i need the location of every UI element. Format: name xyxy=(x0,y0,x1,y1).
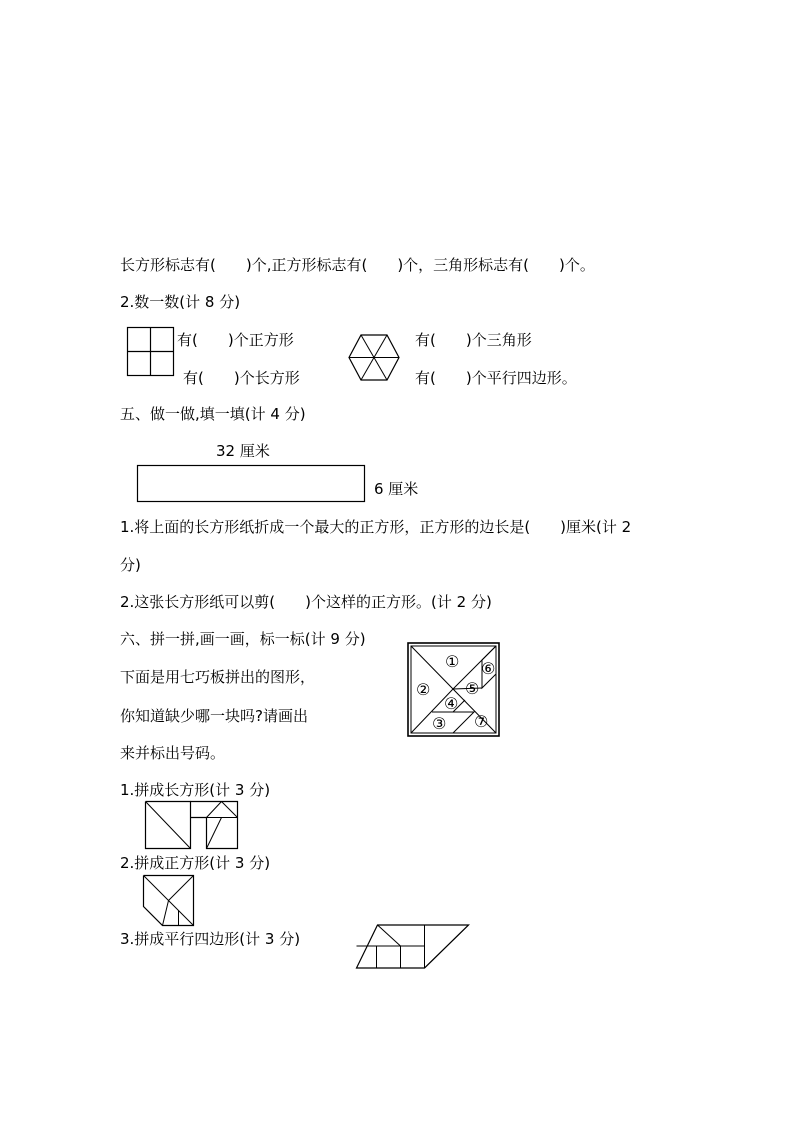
hex-triangles-question: 有( )个三角形 xyxy=(415,331,532,349)
tangram-label-5: ⑤ xyxy=(465,679,480,698)
tangram-label-2: ② xyxy=(416,680,431,699)
sec6-q3: 3.拼成平行四边形(计 3 分) xyxy=(120,930,301,948)
square-assembly-figure xyxy=(143,875,195,927)
sec6-q1: 1.拼成长方形(计 3 分) xyxy=(120,781,271,799)
sec6-intro-line2: 你知道缺少哪一块吗?请画出 xyxy=(120,707,308,725)
grid-rects-question: 有( )个长方形 xyxy=(183,369,300,387)
parallelogram-assembly-figure xyxy=(356,924,470,970)
tangram-label-3: ③ xyxy=(432,714,447,733)
rect-length-label: 32 厘米 xyxy=(216,442,270,460)
sec6-q2: 2.拼成正方形(计 3 分) xyxy=(120,854,271,872)
grid-figure xyxy=(127,327,175,377)
line-symbol-count: 长方形标志有( )个,正方形标志有( )个，三角形标志有( )个。 xyxy=(120,256,595,274)
grid-squares-question: 有( )个正方形 xyxy=(177,331,294,349)
sec6-heading: 六、拼一拼,画一画，标一标(计 9 分) xyxy=(120,630,366,648)
sec5-q2: 2.这张长方形纸可以剪( )个这样的正方形。(计 2 分) xyxy=(120,593,492,611)
tangram-figure xyxy=(407,642,501,738)
tangram-label-4: ④ xyxy=(444,694,459,713)
tangram-label-1: ① xyxy=(445,652,460,671)
sec6-intro-line1: 下面是用七巧板拼出的图形， xyxy=(120,668,316,686)
tangram-label-7: ⑦ xyxy=(474,712,489,731)
rect-width-label: 6 厘米 xyxy=(374,480,419,498)
q2-heading: 2.数一数(计 8 分) xyxy=(120,293,241,311)
hex-parallelograms-question: 有( )个平行四边形。 xyxy=(415,369,577,387)
sec6-intro-line3: 来并标出号码。 xyxy=(120,744,226,762)
hexagon-figure xyxy=(348,334,400,382)
sec5-q1-line2: 分) xyxy=(120,556,141,574)
tangram-label-6: ⑥ xyxy=(481,659,496,678)
sec5-q1-line1: 1.将上面的长方形纸折成一个最大的正方形，正方形的边长是( )厘米(计 2 xyxy=(120,518,632,536)
sec5-heading: 五、做一做,填一填(计 4 分) xyxy=(120,405,306,423)
paper-rectangle xyxy=(137,465,367,504)
rectangle-assembly-figure xyxy=(145,801,239,850)
